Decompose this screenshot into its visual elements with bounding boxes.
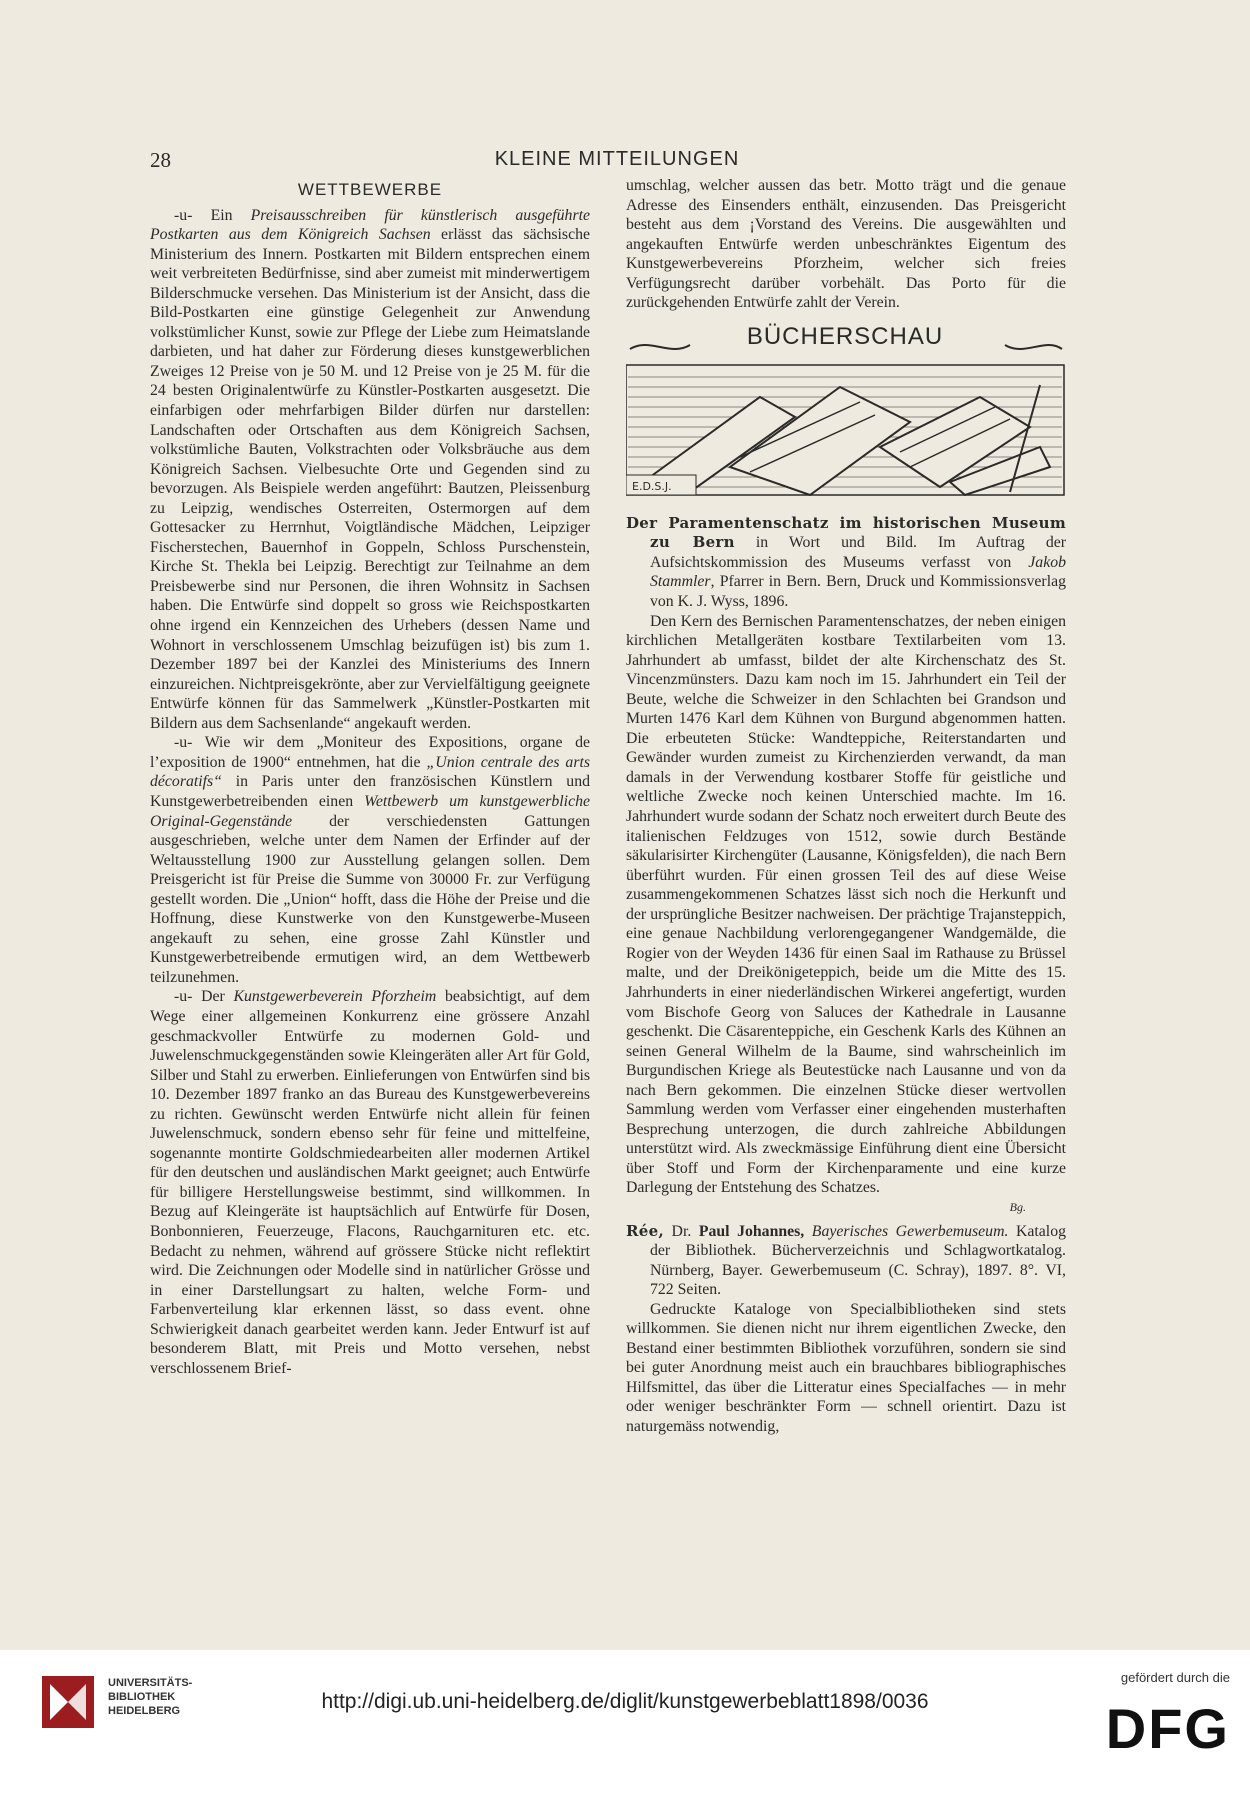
dfg-logo: DFG <box>1105 1697 1230 1760</box>
left-column <box>150 176 590 1616</box>
right-column <box>626 176 1066 1616</box>
section-title: KLEINE MITTEILUNGEN <box>494 148 740 170</box>
review-gewerbemuseum: Gedruckte Kataloge von Specialbibliotheken sind stets willkommen. Sie dienen nicht nur ihrem eigentlichen Zwecke, den Bestand einer bestimmten Bibliothek vorzuführen, sondern sie sind bei guter Anordnung meist auch ein brauchbares bibliographisches Hilfsmittel, das über die Litteratur eines Specialfaches — in mehr oder weniger beschränkter Form — schnell orientirt. Dazu ist naturgemäss notwendig, <box>626 1300 1066 1435</box>
source-url-link[interactable]: http://digi.ub.uni-heidelberg.de/diglit/kunstgewerbeblatt1898/0036 <box>321 1690 929 1713</box>
paragraph-pforzheim: -u- Der Kunstgewerbeverein Pforzheim beabsichtigt, auf dem Wege einer allgemeinen Konkurrenz eine grössere Anzahl geschmackvoller Entwürfe zu modernen Gold- und Juwelenschmuckgegenständen sowie Kleingeräten aller Art für Gold, Silber und Stahl zu erwerben. Einlieferungen von Entwürfen sind bis 10. Dezember 1897 franko an das Bureau des Kunstgewerbevereins zu richten. Gewünscht werden Entwürfe nicht allein für feinen Juwelenschmuck, sondern ebenso sehr für feine und mittelfeine, sogenannte montirte Goldschmiedearbeiten aller modernen Artikel für den deutschen und ausländischen Markt geeignet; auch Entwürfe für billigere Herstellungsweise bestimmt, sind willkommen. In Bezug auf Kleingeräte ist hauptsächlich auf Entwürfe für Dosen, Bonbonnieren, Feuerzeuge, Flacons, Rauchgarnituren etc. etc. Bedacht zu nehmen, während auf grössere Stücke nicht reflektirt wird. Die Zeichnungen oder Modelle sind in natürlicher Grösse und in einer Darstellungsart zu halten, welche Form- und Farbenverteilung klar erkennen lässt, so dass event. ohne Schwierigkeit danach gearbeitet werden kann. Jeder Entwurf ist auf besonderem Blatt, mit Preis und Motto versehen, nebst verschlossenem Brief- <box>150 988 590 1377</box>
institution-name: UNIVERSITÄTS- BIBLIOTHEK HEIDELBERG <box>108 1677 193 1717</box>
review-signature: Bg. <box>1009 1199 1026 1214</box>
review-paramentenschatz: Den Kern des Bernischen Paramentenschatzes, der neben einigen kirchlichen Metallgeräten kostbare Textilarbeiten vom 13. Jahrhundert ab umfasst, bildet der alte Kirchenschatz des St. Vincenzmünsters. Dazu kam noch im 15. Jahrhundert ein Teil der Beute, welche die Schweizer in den Schlachten bei Grandson und Murten 1476 Karl dem Kühnen von Burgund abgenommen hatten. Die erbeuteten Stücke: Wandteppiche, Reiterstandarten und Gewänder wurden zumeist zu Kirchenzierden verwandt, da man damals in der Verwendung kostbarer Stoffe für geistliche und weltliche Zwecke noch keinen Unterschied machte. Im 16. Jahrhundert wurde sodann der Schatz noch erweitert durch Beute des italienischen Feldzuges von 1512, sowie durch Bestände säkularisirter Kirchengüter (Lausanne, Königsfelden), die nach Bern überführt wurden. Für einen grossen Teil des auf diese Weise zusammengekommenen Schatzes lässt sich noch die Herkunft und der ursprüngliche Besitzer nachweisen. Der prächtige Trajansteppich, eine genaue Nachbildung verlorengegangener Wandgemälde, die Rogier von der Weyden 1436 für einen Saal im Rathause zu Brüssel malte, und der Dreikönigeteppich, beide um die Mitte des 15. Jahrhunderts in einer niederländischen Wirkerei angefertigt, wurden vom Bischofe Georg von Saluces der Kathedrale in Lausanne geschenkt. Die Cäsarenteppiche, ein Geschenk Karls des Kühnen an seinen General Wilhelm de la Baume, sind wahrscheinlich im Burgundischen Kriege als Beutestücke nach Lausanne und von da nach Bern gekommen. Die einzelnen Stücke dieser wertvollen Sammlung werden vom Verfasser einer eingehenden musterhaften Besprechung unterzogen, die durch zahlreiche Abbildungen unterstützt wird. Als zweckmässige Einführung dient eine Übersicht über Stoff und Form der Kirchenparamente und eine kurze Darlegung der Entstehung des Schatzes. <box>626 612 1066 1197</box>
footer-bar <box>0 1650 1250 1799</box>
book-entry-gewerbemuseum: Rée, Dr. Paul Johannes, Bayerisches Gewerbemuseum. Katalog der Bibliothek. Bücherverzeichnis und Schlagwortkatalog. Nürnberg, Bayer. Gewerbemuseum (C. Schray), 1897. 8°. VI, 722 Seiten. <box>626 1221 1066 1299</box>
book-entry-paramentenschatz: Der Paramentenschatz im historischen Museum zu Bern in Wort und Bild. Im Auftrag der Aufsichtskommission des Museums verfasst von Jakob Stammler, Pfarrer in Bern. Bern, Druck und Kommissionsverlag von K. J. Wyss, 1896. <box>626 513 1066 611</box>
funding-label: gefördert durch die <box>1120 1670 1230 1685</box>
buecherschau-vignette <box>626 322 1066 502</box>
wettbewerbe-heading: WETTBEWERBE <box>297 180 443 199</box>
vignette-monogram: E.D.S.J. <box>632 479 672 493</box>
books-illustration <box>626 327 1066 502</box>
paragraph-continuation: umschlag, welcher aussen das betr. Motto trägt und die genaue Adresse des Einsenders enthält, einzusenden. Das Preisgericht besteht aus dem ¡Vorstand des Vereins. Die ausgewählten und angekauften Entwürfe werden unbeschränktes Eigentum des Kunstgewerbevereins Pforzheim, welcher sich freies Verfügungsrecht darüber vorbehält. Das Porto für die zurückgehenden Entwürfe zahlt der Verein. <box>626 177 1066 312</box>
paragraph-union-centrale: -u- Wie wir dem „Moniteur des Expositions, organe de l’exposition de 1900“ entnehmen, hat die „Union centrale des arts décoratifs“ in Paris unter den französischen Künstlern und Kunstgewerbetreibenden einen Wettbewerb um kunstgewerbliche Original-Gegenstände der verschiedensten Gattungen ausgeschrieben, welche unter dem Namen der Erfinder auf der Weltausstellung 1900 zur Ausstellung gelangen sollen. Dem Preisgericht ist für Preise die Summe von 30000 Fr. zur Verfügung gestellt worden. Die „Union“ hofft, dass die Höhe der Preise und die Hoffnung, diese Kunstwerke von den Kunstgewerbe-Museen angekauft zu sehen, eine grosse Zahl Künstler und Kunstgewerbetreibende ermutigen wird, an dem Wettbewerb teilzunehmen. <box>150 734 590 986</box>
buecherschau-title: BÜCHERSCHAU <box>720 327 970 347</box>
paragraph-postkarten: -u- Ein Preisausschreiben für künstlerisch ausgeführte Postkarten aus dem Königreich Sachsen erlässt das sächsische Ministerium des Innern. Postkarten mit Bildern entsprechen einem weit verbreiteten Bedürfnisse, sind aber zumeist mit minderwertigem Bilderschmucke versehen. Das Ministerium ist der Ansicht, dass die Bild-Postkarten eine günstige Gelegenheit zur Anwendung volkstümlicher Kunst, sowie zur Pflege der Liebe zum Heimatslande darbieten, und hat daher zur Förderung dieses kunstgewerblichen Zweiges 12 Preise von je 50 M. und 12 Preise von je 25 M. für die 24 besten Originalentwürfe zu Künstler-Postkarten ausgesetzt. Die einfarbigen oder mehrfarbigen Bilder dürfen nur darstellen: Landschaften oder Ortschaften aus dem Königreich Sachsen, volkstümliche Bauten, Volkstrachten oder Volksbräuche aus dem Königreich Sachsen. Vielbesuchte Orte und Gegenden sind zu bevorzugen. Als Beispiele werden angeführt: Bautzen, Pleissenburg zu Leipzig, wendisches Osterreiten, Ostermorgen auf dem Gottesacker zu Herrnhut, Voigtländische Mädchen, Leipziger Fischerstechen, Bauernhof in Goppeln, Schloss Purschenstein, Kirche St. Thekla bei Leipzig. Berechtigt zur Teilnahme an dem Preisbewerbe sind nur Personen, die ihren Wohnsitz in Sachsen haben. Die Entwürfe sind doppelt so gross wie Reichspostkarten ohne irgend ein Kennzeichen des Urhebers (dessen Name und Wohnort in verschlossenem Umschlag beizufügen ist) bis zum 1. Dezember 1897 bei der Kanzlei des Ministeriums des Innern einzureichen. Nichtpreisgekrönte, aber zur Vervielfältigung geeignete Entwürfe können für das Sammelwerk „Künstler-Postkarten mit Bildern aus dem Sachsenlande“ angekauft werden. <box>150 206 590 732</box>
running-head <box>150 148 1084 178</box>
page-number: 28 <box>150 148 171 172</box>
